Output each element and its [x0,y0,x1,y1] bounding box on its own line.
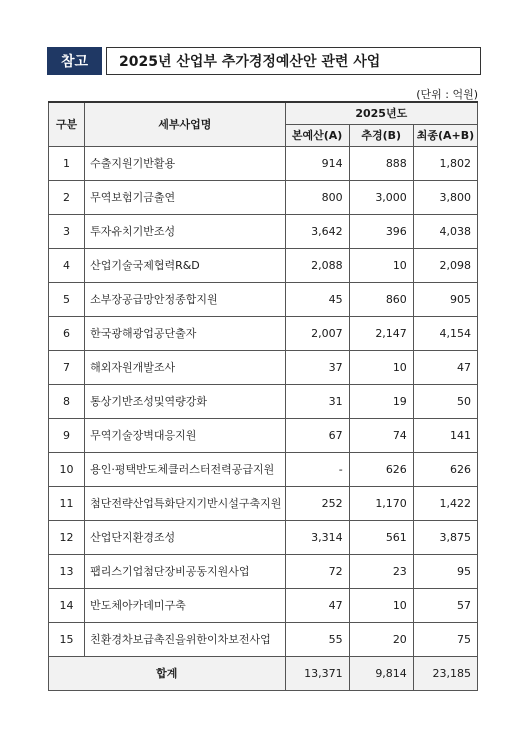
project-name: 소부장공급망안정종합지원 [85,282,285,316]
main-budget-value: 914 [285,146,349,180]
main-budget-value: 67 [285,418,349,452]
document-title: 2025년 산업부 추가경정예산안 관련 사업 [106,47,481,75]
supplementary-value: 561 [349,520,413,554]
project-name: 무역기술장벽대응지원 [85,418,285,452]
supplementary-value: 19 [349,384,413,418]
project-name: 팹리스기업첨단장비공동지원사업 [85,554,285,588]
project-name: 첨단전략산업특화단지기반시설구축지원 [85,486,285,520]
table-row [49,384,478,418]
row-number: 9 [49,418,85,452]
main-budget-value: 47 [285,588,349,622]
project-name: 반도체아카데미구축 [85,588,285,622]
main-budget-value: 55 [285,622,349,656]
supplementary-value: 396 [349,214,413,248]
final-value: 3,875 [413,520,477,554]
row-number: 3 [49,214,85,248]
section-title-bar [47,47,481,75]
table-row [49,554,478,588]
table-row [49,622,478,656]
project-name: 해외자원개발조사 [85,350,285,384]
total-label: 합계 [49,656,286,690]
project-name: 투자유치기반조성 [85,214,285,248]
row-number: 13 [49,554,85,588]
row-number: 4 [49,248,85,282]
final-value: 1,802 [413,146,477,180]
main-budget-value: - [285,452,349,486]
row-number: 11 [49,486,85,520]
header-project: 세부사업명 [85,102,285,146]
final-value: 47 [413,350,477,384]
project-name: 통상기반조성및역량강화 [85,384,285,418]
total-row [49,656,478,690]
final-value: 905 [413,282,477,316]
unit-note: (단위 : 억원) [416,88,478,101]
final-value: 141 [413,418,477,452]
row-number: 5 [49,282,85,316]
supplementary-value: 1,170 [349,486,413,520]
table-row [49,146,478,180]
supplementary-value: 10 [349,588,413,622]
project-name: 수출지원기반활용 [85,146,285,180]
table-row [49,350,478,384]
final-value: 57 [413,588,477,622]
table-row [49,588,478,622]
header-year: 2025년도 [285,102,477,124]
header-supplementary: 추경(B) [349,124,413,146]
row-number: 8 [49,384,85,418]
final-value: 75 [413,622,477,656]
main-budget-value: 2,007 [285,316,349,350]
main-budget-value: 31 [285,384,349,418]
main-budget-value: 2,088 [285,248,349,282]
row-number: 6 [49,316,85,350]
budget-table [48,101,478,691]
header-category: 구분 [49,102,85,146]
table-row [49,248,478,282]
table-row [49,486,478,520]
project-name: 무역보험기금출연 [85,180,285,214]
main-budget-value: 3,314 [285,520,349,554]
row-number: 1 [49,146,85,180]
row-number: 10 [49,452,85,486]
final-value: 3,800 [413,180,477,214]
row-number: 12 [49,520,85,554]
main-budget-value: 252 [285,486,349,520]
supplementary-value: 3,000 [349,180,413,214]
row-number: 14 [49,588,85,622]
project-name: 한국광해광업공단출자 [85,316,285,350]
main-budget-value: 37 [285,350,349,384]
final-value: 2,098 [413,248,477,282]
supplementary-value: 74 [349,418,413,452]
table-row [49,452,478,486]
final-value: 626 [413,452,477,486]
final-value: 4,154 [413,316,477,350]
table-row [49,282,478,316]
table-row [49,214,478,248]
final-value: 50 [413,384,477,418]
supplementary-value: 10 [349,350,413,384]
supplementary-value: 888 [349,146,413,180]
main-budget-value: 45 [285,282,349,316]
supplementary-value: 626 [349,452,413,486]
reference-badge: 참고 [47,47,102,75]
supplementary-value: 860 [349,282,413,316]
header-final: 최종(A+B) [413,124,477,146]
header-main-budget: 본예산(A) [285,124,349,146]
supplementary-value: 23 [349,554,413,588]
project-name: 친환경차보급촉진을위한이차보전사업 [85,622,285,656]
table-row [49,520,478,554]
table-row [49,316,478,350]
row-number: 2 [49,180,85,214]
final-value: 95 [413,554,477,588]
row-number: 15 [49,622,85,656]
table-body [49,146,478,690]
project-name: 산업단지환경조성 [85,520,285,554]
total-supplementary: 9,814 [349,656,413,690]
table-row [49,418,478,452]
table-row [49,180,478,214]
supplementary-value: 20 [349,622,413,656]
total-final: 23,185 [413,656,477,690]
project-name: 산업기술국제협력R&D [85,248,285,282]
supplementary-value: 10 [349,248,413,282]
main-budget-value: 3,642 [285,214,349,248]
row-number: 7 [49,350,85,384]
main-budget-value: 72 [285,554,349,588]
final-value: 1,422 [413,486,477,520]
final-value: 4,038 [413,214,477,248]
total-main-budget: 13,371 [285,656,349,690]
project-name: 용인·평택반도체클러스터전력공급지원 [85,452,285,486]
main-budget-value: 800 [285,180,349,214]
supplementary-value: 2,147 [349,316,413,350]
